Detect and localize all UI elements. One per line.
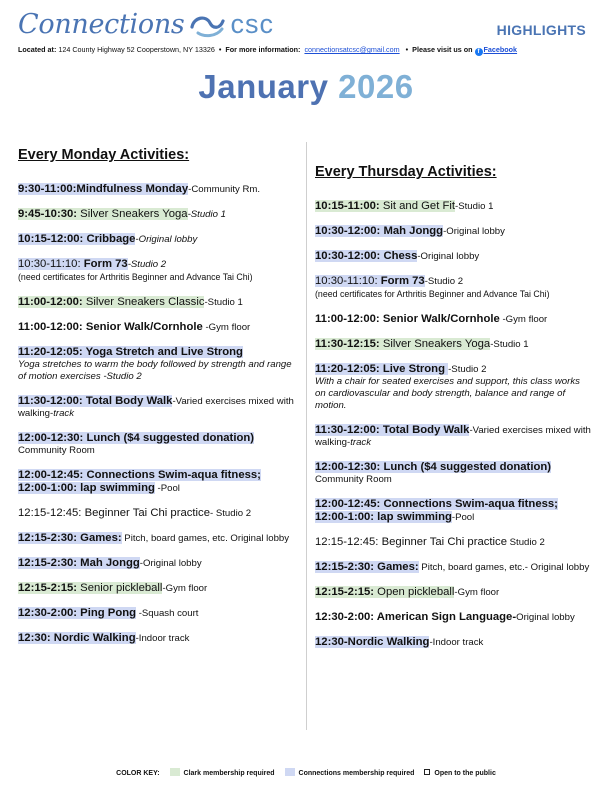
entry-time: 10:30-12:00: bbox=[315, 225, 381, 237]
info-line bbox=[18, 45, 608, 56]
entry-name-2: lap swimming bbox=[77, 482, 155, 494]
entry-location: -Original lobby bbox=[417, 251, 480, 262]
list-item bbox=[18, 208, 294, 221]
entry-location: -Pool bbox=[451, 512, 475, 523]
entry-name: Lunch ($4 suggested donation) bbox=[83, 432, 255, 444]
entry-time: 11:30-12:00: bbox=[18, 395, 83, 407]
email-link[interactable]: connectionsatcsc@gmail.com bbox=[304, 45, 400, 54]
entry-location: -Studio 2 bbox=[127, 259, 167, 270]
logo-wordmark: Connections bbox=[18, 8, 185, 40]
list-item bbox=[18, 321, 294, 334]
entry-name: Silver Sneakers Yoga bbox=[379, 338, 491, 350]
entry-time: 12:15-2:30: bbox=[18, 532, 78, 544]
entry-location: -Community Rm. bbox=[188, 184, 261, 195]
entry-name: Silver Sneakers Yoga bbox=[77, 208, 188, 220]
entry-location: -Varied exercises mixed with walking- bbox=[315, 425, 591, 448]
entry-time: 9:30-11:00: bbox=[18, 183, 77, 195]
entry-name: Games: bbox=[374, 561, 419, 573]
entry-location: Studio 2 bbox=[506, 537, 545, 548]
entry-location: -Original lobby bbox=[139, 558, 202, 569]
list-item bbox=[18, 233, 294, 246]
entry-time: 11:00-12:00: bbox=[18, 321, 83, 333]
entry-name: American Sign Language- bbox=[374, 611, 517, 623]
entry-time: 11:30-12:15: bbox=[315, 338, 380, 350]
color-key bbox=[0, 768, 612, 777]
monday-title: Every Monday Activities: bbox=[18, 147, 190, 163]
entry-time: 12:15-2:15: bbox=[315, 586, 375, 598]
entry-location: -Original lobby bbox=[443, 226, 505, 237]
entry-time: 11:30-12:00: bbox=[315, 424, 380, 436]
entry-name: Chess bbox=[380, 250, 418, 262]
entry-location: -Studio 1 bbox=[204, 297, 243, 308]
entry-time: 12:15-12:45: bbox=[18, 507, 82, 519]
entry-location: -Varied exercises mixed with walking- bbox=[18, 396, 294, 419]
list-item bbox=[315, 313, 591, 326]
entry-location: -Studio 1 bbox=[455, 201, 494, 212]
entry-name: Ping Pong bbox=[77, 607, 137, 619]
entry-name: Senior pickleball bbox=[77, 582, 163, 594]
entry-location: -Squash court bbox=[136, 608, 199, 619]
entry-time: 12:00-12:45: bbox=[315, 498, 381, 510]
column-divider bbox=[306, 142, 307, 730]
entry-name: Yoga Stretch and Live Strong bbox=[82, 346, 243, 358]
connections-csc-logo bbox=[18, 6, 274, 42]
entry-name: Beginner Tai Chi practice bbox=[81, 507, 210, 519]
entry-time: 11:20-12:05: bbox=[315, 363, 380, 375]
bullet-2: • bbox=[405, 45, 409, 54]
connections-key-text: Connections membership required bbox=[298, 770, 415, 777]
list-item bbox=[18, 469, 294, 495]
facebook-link[interactable]: Facebook bbox=[483, 45, 518, 54]
entry-description: With a chair for seated exercises and support, this class works on cardiovascular and body strength, balance and range of motion. bbox=[315, 376, 580, 411]
entry-location: - Studio 2 bbox=[209, 508, 252, 519]
entry-location: -Gym floor bbox=[499, 314, 548, 325]
entry-location: -Studio 2 bbox=[424, 276, 464, 287]
page-title bbox=[0, 68, 612, 106]
entry-location: Original lobby bbox=[516, 612, 575, 623]
list-item bbox=[18, 432, 294, 457]
entry-location: -Studio 1 bbox=[490, 339, 529, 350]
entry-location-track: track bbox=[53, 408, 74, 419]
list-item bbox=[18, 607, 294, 620]
entry-location: -Gym floor bbox=[202, 322, 251, 333]
entry-location: Pitch, board games, etc. Original lobby bbox=[121, 533, 290, 544]
visit-label: Please visit us on bbox=[412, 45, 473, 54]
entry-description: Yoga stretches to warm the body followed by strength and range of motion exercises -Studio 2 bbox=[18, 359, 292, 382]
title-month: January bbox=[198, 68, 329, 105]
monday-column bbox=[18, 147, 294, 657]
entry-time: 12:00-12:30: bbox=[315, 461, 381, 473]
public-key-text: Open to the public bbox=[434, 770, 496, 777]
entry-location: Pitch, board games, etc.- Original lobby bbox=[418, 562, 590, 573]
entry-location: -Gym floor bbox=[454, 587, 500, 598]
clark-key-text: Clark membership required bbox=[183, 770, 275, 777]
list-item bbox=[18, 346, 294, 383]
entry-time-2: 12:00-1:00: bbox=[315, 511, 375, 523]
entry-time: 12:15-2:15: bbox=[18, 582, 78, 594]
entry-time-2: 12:00-1:00: bbox=[18, 482, 78, 494]
entry-name: Silver Sneakers Classic bbox=[82, 296, 205, 308]
list-item bbox=[315, 250, 591, 263]
info-label: For more information: bbox=[225, 45, 301, 54]
entry-time: 10:30-12:00: bbox=[315, 250, 381, 262]
connections-swatch bbox=[285, 768, 295, 776]
entry-name-2: lap swimming bbox=[374, 511, 452, 523]
entry-location: -Original lobby bbox=[135, 234, 198, 245]
entry-time: 11:00-12:00: bbox=[18, 296, 83, 308]
entry-name: Total Body Walk bbox=[82, 395, 173, 407]
entry-name: Open pickleball bbox=[374, 586, 455, 598]
entry-name: Mindfulness Monday bbox=[76, 183, 189, 195]
list-item bbox=[315, 498, 591, 524]
entry-time: 10:30-11:10: bbox=[315, 275, 378, 287]
entry-name: Sit and Get Fit bbox=[379, 200, 456, 212]
entry-location: -Pool bbox=[154, 483, 180, 494]
list-item bbox=[315, 424, 591, 449]
list-item bbox=[18, 557, 294, 570]
entry-name: Form 73 bbox=[377, 275, 425, 287]
entry-time: 10:15-11:00: bbox=[315, 200, 380, 212]
list-item bbox=[18, 296, 294, 309]
list-item bbox=[315, 611, 591, 624]
list-item bbox=[315, 363, 591, 412]
entry-time: 12:30-2:00: bbox=[315, 611, 375, 623]
entry-note: (need certificates for Arthritis Beginner and Advance Tai Chi) bbox=[315, 289, 550, 299]
entry-name: Connections Swim-aqua fitness; bbox=[83, 469, 261, 481]
entry-name: Mah Jongg bbox=[380, 225, 444, 237]
located-label: Located at: bbox=[18, 45, 57, 54]
list-item bbox=[18, 582, 294, 595]
entry-name: Cribbage bbox=[83, 233, 136, 245]
list-item bbox=[18, 395, 294, 420]
highlights-label: HIGHLIGHTS bbox=[496, 22, 586, 38]
entry-time: 12:00-12:45: bbox=[18, 469, 84, 481]
list-item bbox=[18, 632, 294, 645]
entry-time: 9:45-10:30: bbox=[18, 208, 78, 220]
entry-location: Community Room bbox=[18, 445, 95, 456]
entry-location-track: track bbox=[350, 437, 371, 448]
entry-time: 12:30- bbox=[315, 636, 348, 648]
entry-time: 12:15-12:45: bbox=[315, 536, 379, 548]
entry-note: (need certificates for Arthritis Beginner and Advance Tai Chi) bbox=[18, 272, 253, 282]
list-item bbox=[18, 532, 294, 545]
entry-location: -Gym floor bbox=[162, 583, 208, 594]
entry-name: Form 73 bbox=[80, 258, 128, 270]
list-item bbox=[315, 225, 591, 238]
list-item bbox=[315, 636, 591, 649]
entry-time: 12:15-2:30: bbox=[18, 557, 78, 569]
entry-name: Nordic Walking bbox=[50, 632, 136, 644]
entry-name: Nordic Walking bbox=[347, 636, 430, 648]
entry-name: Mah Jongg bbox=[77, 557, 140, 569]
entry-time: 10:15-12:00: bbox=[18, 233, 84, 245]
entry-name: Lunch ($4 suggested donation) bbox=[380, 461, 552, 473]
list-item bbox=[315, 461, 591, 486]
facebook-icon: f bbox=[475, 48, 483, 56]
list-item bbox=[315, 338, 591, 351]
thursday-title: Every Thursday Activities: bbox=[315, 164, 497, 180]
entry-location: -Studio 2 bbox=[448, 364, 487, 375]
entry-name: Senior Walk/Cornhole bbox=[379, 313, 500, 325]
entry-time: 12:30: bbox=[18, 632, 51, 644]
list-item bbox=[18, 507, 294, 520]
entry-name: Total Body Walk bbox=[379, 424, 470, 436]
entry-time: 11:20-12:05: bbox=[18, 346, 83, 358]
public-swatch bbox=[424, 769, 430, 775]
entry-name: Beginner Tai Chi practice bbox=[378, 536, 507, 548]
entry-location: -Indoor track bbox=[135, 633, 190, 644]
entry-name: Senior Walk/Cornhole bbox=[82, 321, 203, 333]
entry-name: Live Strong bbox=[379, 363, 449, 375]
list-item bbox=[315, 536, 591, 549]
bullet-1: • bbox=[218, 45, 222, 54]
list-item bbox=[315, 561, 591, 574]
entry-time: 12:30-2:00: bbox=[18, 607, 78, 619]
entry-location: Community Room bbox=[315, 474, 392, 485]
entry-location: -Indoor track bbox=[429, 637, 484, 648]
thursday-column bbox=[315, 164, 591, 661]
clark-swatch bbox=[170, 768, 180, 776]
list-item bbox=[315, 586, 591, 599]
entry-time: 11:00-12:00: bbox=[315, 313, 380, 325]
entry-time: 12:00-12:30: bbox=[18, 432, 84, 444]
list-item bbox=[18, 183, 294, 196]
logo-swirl-icon bbox=[188, 9, 228, 39]
entry-time: 10:30-11:10: bbox=[18, 258, 81, 270]
entry-name: Connections Swim-aqua fitness; bbox=[380, 498, 558, 510]
address: 124 County Highway 52 Cooperstown, NY 13326 bbox=[58, 45, 215, 54]
entry-name: Games: bbox=[77, 532, 122, 544]
entry-time: 12:15-2:30: bbox=[315, 561, 375, 573]
list-item bbox=[315, 275, 591, 301]
list-item bbox=[315, 200, 591, 213]
entry-location: -Studio 1 bbox=[187, 209, 226, 220]
logo-csc: csc bbox=[230, 8, 274, 39]
color-key-label: COLOR KEY: bbox=[116, 770, 160, 777]
title-year: 2026 bbox=[338, 68, 414, 105]
list-item bbox=[18, 258, 294, 284]
